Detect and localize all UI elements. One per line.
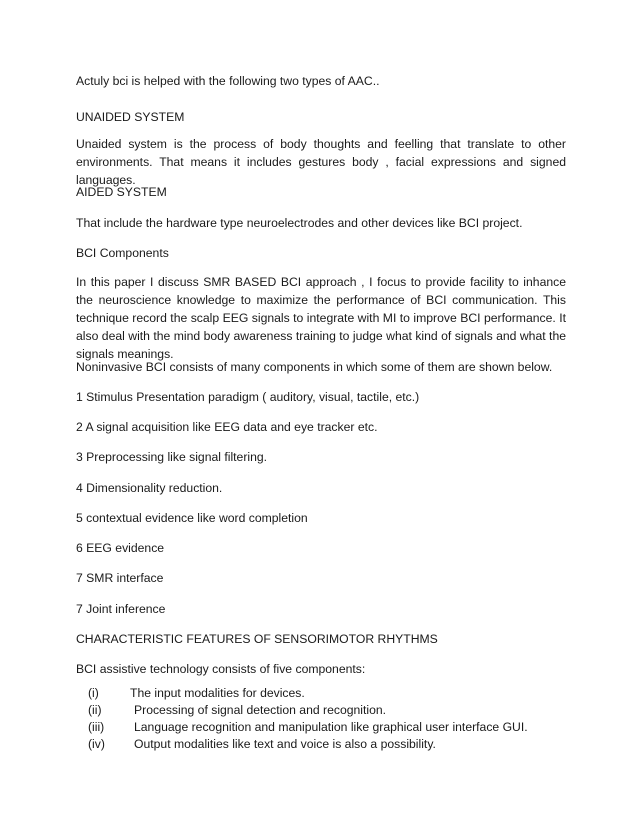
list-marker: (i) xyxy=(88,686,99,700)
paragraph-assistive: BCI assistive technology consists of five components: xyxy=(76,662,366,676)
component-item: 5 contextual evidence like word completion xyxy=(76,511,308,525)
list-text: Processing of signal detection and recognition. xyxy=(134,703,387,717)
component-item: 7 SMR interface xyxy=(76,571,164,585)
heading-bci-components: BCI Components xyxy=(76,246,169,260)
list-text: Language recognition and manipulation like graphical user interface GUI. xyxy=(134,720,528,734)
component-item: 7 Joint inference xyxy=(76,602,166,616)
list-marker: (iii) xyxy=(88,720,105,734)
list-text: Output modalities like text and voice is also a possibility. xyxy=(134,737,436,751)
component-item: 4 Dimensionality reduction. xyxy=(76,481,223,495)
component-item: 6 EEG evidence xyxy=(76,541,165,555)
component-item: 2 A signal acquisition like EEG data and eye tracker etc. xyxy=(76,420,378,434)
list-marker: (iv) xyxy=(88,737,105,751)
heading-characteristic-features: CHARACTERISTIC FEATURES OF SENSORIMOTOR RHYTHMS xyxy=(76,632,438,646)
paragraph-noninvasive: Noninvasive BCI consists of many components in which some of them are shown below. xyxy=(76,360,553,374)
component-item: 1 Stimulus Presentation paradigm ( auditory, visual, tactile, etc.) xyxy=(76,390,420,404)
paragraph-paper: In this paper I discuss SMR BASED BCI approach , I focus to provide facility to inhance the neuroscience knowledge to maximize the performance of BCI communication. This technique record the scalp EEG signals to integrate with MI to improve BCI performance. It also deal with the mind body awareness training to judge what kind of signals and what the signals meanings. xyxy=(76,275,566,361)
heading-aided-system: AIDED SYSTEM xyxy=(76,185,167,199)
list-marker: (ii) xyxy=(88,703,102,717)
heading-unaided-system: UNAIDED SYSTEM xyxy=(76,110,185,124)
paragraph-unaided-system: Unaided system is the process of body thoughts and feelling that translate to other environments. That means it includes gestures body , facial expressions and signed languages. xyxy=(76,137,566,187)
intro-text: Actuly bci is helped with the following two types of AAC.. xyxy=(76,74,380,88)
list-text: The input modalities for devices. xyxy=(130,686,305,700)
component-item: 3 Preprocessing like signal filtering. xyxy=(76,450,268,464)
paragraph-aided-system: That include the hardware type neuroelectrodes and other devices like BCI project. xyxy=(76,216,523,230)
